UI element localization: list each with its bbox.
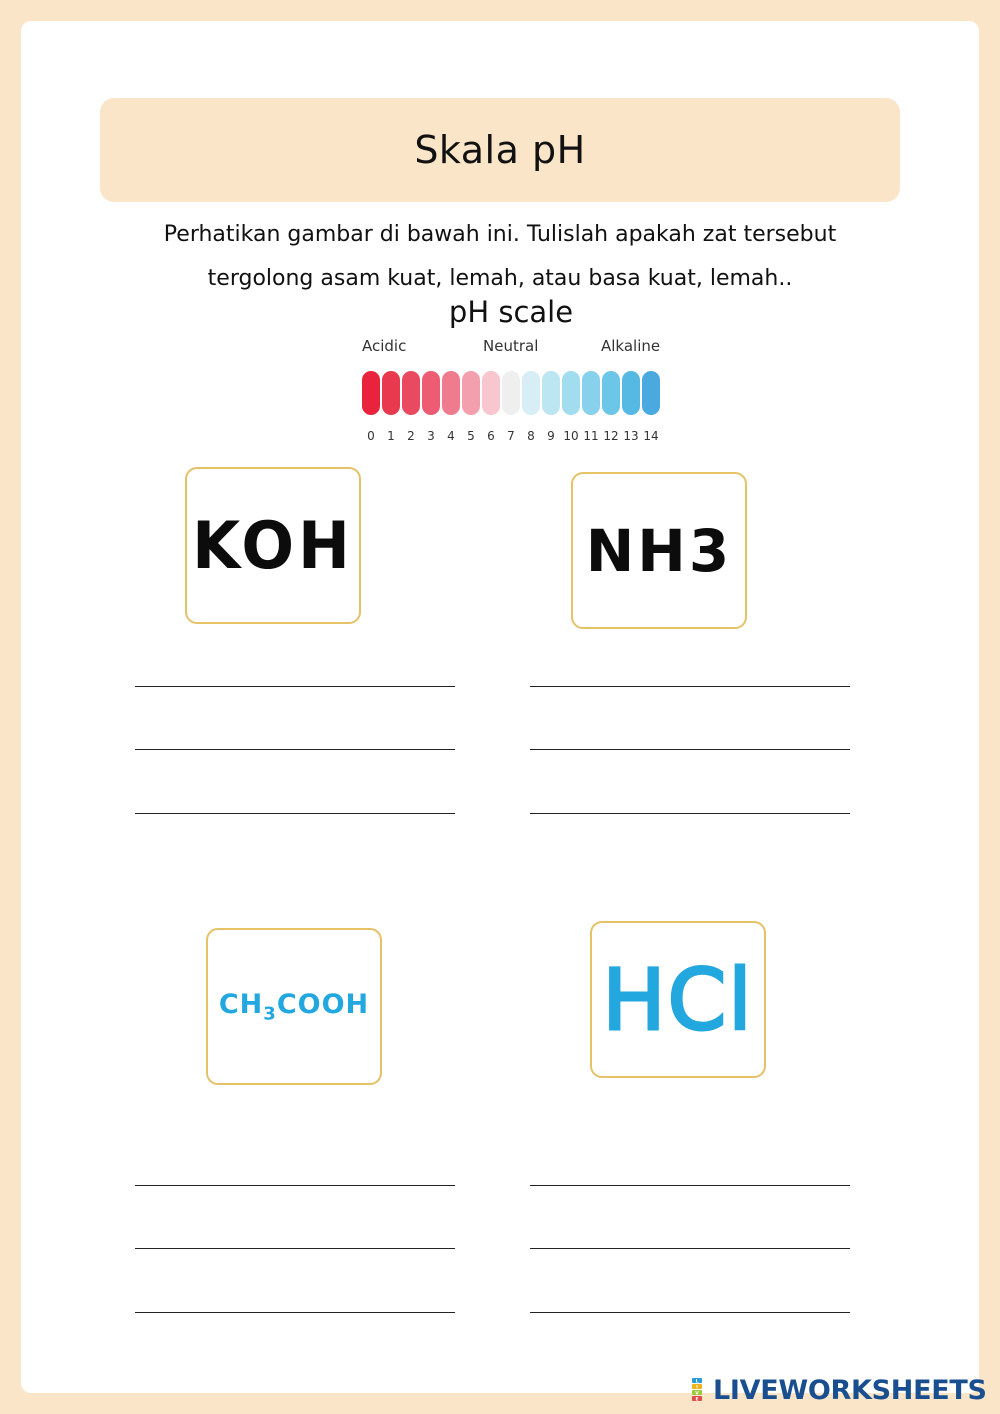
formula-ch3cooh-post: COOH	[276, 988, 370, 1020]
ph-number-row	[361, 429, 663, 447]
ph-number-12: 12	[603, 429, 619, 443]
answer-line-nh3-3[interactable]	[530, 813, 850, 814]
ph-label-alkaline: Alkaline	[601, 337, 661, 355]
card-ch3cooh	[206, 928, 382, 1085]
answer-line-ch3cooh-3[interactable]	[135, 1312, 455, 1313]
ph-pill-1	[382, 371, 400, 415]
card-nh3	[571, 472, 747, 629]
answer-line-koh-1[interactable]	[135, 686, 455, 687]
ph-number-4: 4	[447, 429, 455, 443]
ph-number-11: 11	[583, 429, 599, 443]
ph-number-6: 6	[487, 429, 495, 443]
ph-pill-3	[422, 371, 440, 415]
answer-line-hcl-2[interactable]	[530, 1248, 850, 1249]
title-banner	[100, 98, 900, 202]
ph-number-3: 3	[427, 429, 435, 443]
ph-color-bar	[361, 371, 663, 415]
ph-label-neutral: Neutral	[483, 337, 539, 355]
logo-letter-2: V	[695, 1391, 699, 1397]
formula-nh3: NH3	[585, 516, 733, 585]
card-hcl	[590, 921, 766, 1078]
answer-line-ch3cooh-2[interactable]	[135, 1248, 455, 1249]
ph-number-1: 1	[387, 429, 395, 443]
ph-pill-12	[602, 371, 620, 415]
page-title: Skala pH	[414, 128, 586, 172]
formula-ch3cooh	[219, 989, 369, 1024]
brand-text: LIVEWORKSHEETS	[713, 1374, 987, 1406]
ph-number-8: 8	[527, 429, 535, 443]
formula-ch3cooh-pre: CH	[218, 988, 264, 1020]
ph-pill-4	[442, 371, 460, 415]
ph-number-10: 10	[563, 429, 579, 443]
answer-line-hcl-1[interactable]	[530, 1185, 850, 1186]
formula-ch3cooh-sub: 3	[263, 1003, 277, 1025]
ph-pill-6	[482, 371, 500, 415]
logo-letter-0: L	[695, 1379, 699, 1385]
logo-letter-1: I	[696, 1385, 698, 1391]
formula-koh: KOH	[192, 507, 354, 584]
ph-number-13: 13	[623, 429, 639, 443]
instruction-line-1: Perhatikan gambar di bawah ini. Tulislah apakah zat tersebut	[163, 222, 837, 247]
answer-line-ch3cooh-1[interactable]	[135, 1185, 455, 1186]
ph-number-14: 14	[643, 429, 659, 443]
logo-letter-3: E	[695, 1397, 699, 1402]
answer-line-nh3-1[interactable]	[530, 686, 850, 687]
formula-hcl: HCl	[602, 950, 754, 1049]
liveworksheets-logo-icon	[692, 1378, 710, 1402]
ph-pill-9	[542, 371, 560, 415]
ph-label-acidic: Acidic	[362, 337, 407, 355]
card-koh	[185, 467, 361, 624]
answer-line-koh-3[interactable]	[135, 813, 455, 814]
ph-pill-0	[362, 371, 380, 415]
ph-number-7: 7	[507, 429, 515, 443]
ph-pill-5	[462, 371, 480, 415]
ph-pill-11	[582, 371, 600, 415]
ph-number-0: 0	[367, 429, 375, 443]
liveworksheets-brand[interactable]	[692, 1374, 987, 1406]
ph-pill-10	[562, 371, 580, 415]
ph-number-5: 5	[467, 429, 475, 443]
ph-pill-7	[502, 371, 520, 415]
answer-line-nh3-2[interactable]	[530, 749, 850, 750]
answer-line-hcl-3[interactable]	[530, 1312, 850, 1313]
ph-pill-14	[642, 371, 660, 415]
ph-scale-title: pH scale	[448, 295, 574, 329]
ph-pill-8	[522, 371, 540, 415]
ph-pill-2	[402, 371, 420, 415]
ph-number-2: 2	[407, 429, 415, 443]
answer-line-koh-2[interactable]	[135, 749, 455, 750]
ph-pill-13	[622, 371, 640, 415]
instruction-line-2: tergolong asam kuat, lemah, atau basa kuat, lemah..	[207, 266, 793, 291]
ph-number-9: 9	[547, 429, 555, 443]
